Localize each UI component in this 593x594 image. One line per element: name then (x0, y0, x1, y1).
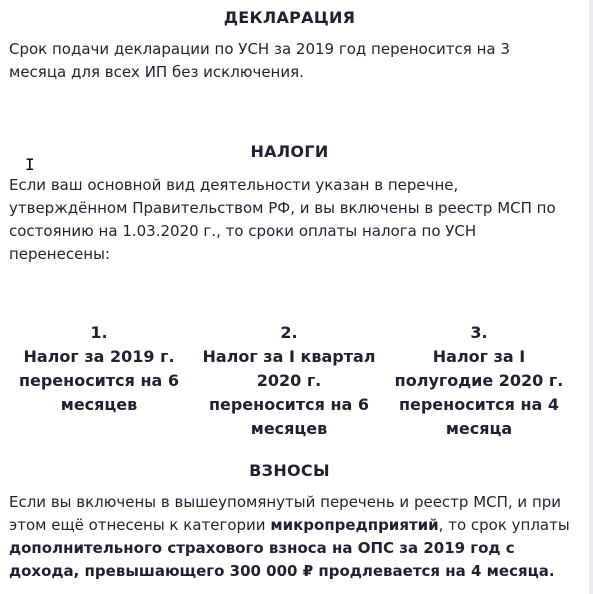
item-number: 3. (470, 323, 488, 342)
tax-deferral-item-2 (201, 321, 377, 441)
contributions-text (9, 491, 570, 583)
contributions-text-part1: Если вы включены в вышеупомянутый перечень и реестр МСП, и при этом ещё отнесены к категории (9, 493, 562, 534)
contributions-heading: ВЗНОСЫ (249, 461, 330, 480)
contributions-text-bold2: дополнительного страхового взноса на ОПС за 2019 год с дохода, превышающего 300 000 ₽ продлевается на 4 месяца. (9, 539, 555, 580)
item-number: 1. (90, 323, 108, 342)
item-text: Налог за 2019 г. переносится на 6 месяцев (18, 347, 180, 414)
item-text: Налог за I квартал 2020 г. переносится на 6 месяцев (202, 347, 376, 438)
tax-deferral-item-1 (11, 321, 187, 441)
text-cursor-icon: I (25, 155, 35, 174)
taxes-heading: НАЛОГИ (250, 142, 329, 161)
contributions-text-bold1: микропредприятий (270, 516, 439, 534)
item-number: 2. (280, 323, 298, 342)
contributions-text-part2: , то срок уплаты (438, 516, 570, 534)
scrollbar-track[interactable] (589, 0, 593, 594)
tax-deferral-list (9, 321, 570, 441)
tax-deferral-item-3 (391, 321, 567, 441)
declaration-text: Срок подачи декларации по УСН за 2019 год переносится на 3 месяца для всех ИП без исключения. (9, 40, 510, 81)
taxes-text: Если ваш основной вид деятельности указан в перечне, утверждённом Правительством РФ, и вы включены в реестр МСП по состоянию на 1.03.2020 г., то сроки оплаты налога по УСН перенесены: (9, 176, 556, 263)
declaration-heading: ДЕКЛАРАЦИЯ (223, 8, 356, 27)
item-text: Налог за I полугодие 2020 г. переносится на 4 месяца (394, 347, 564, 438)
